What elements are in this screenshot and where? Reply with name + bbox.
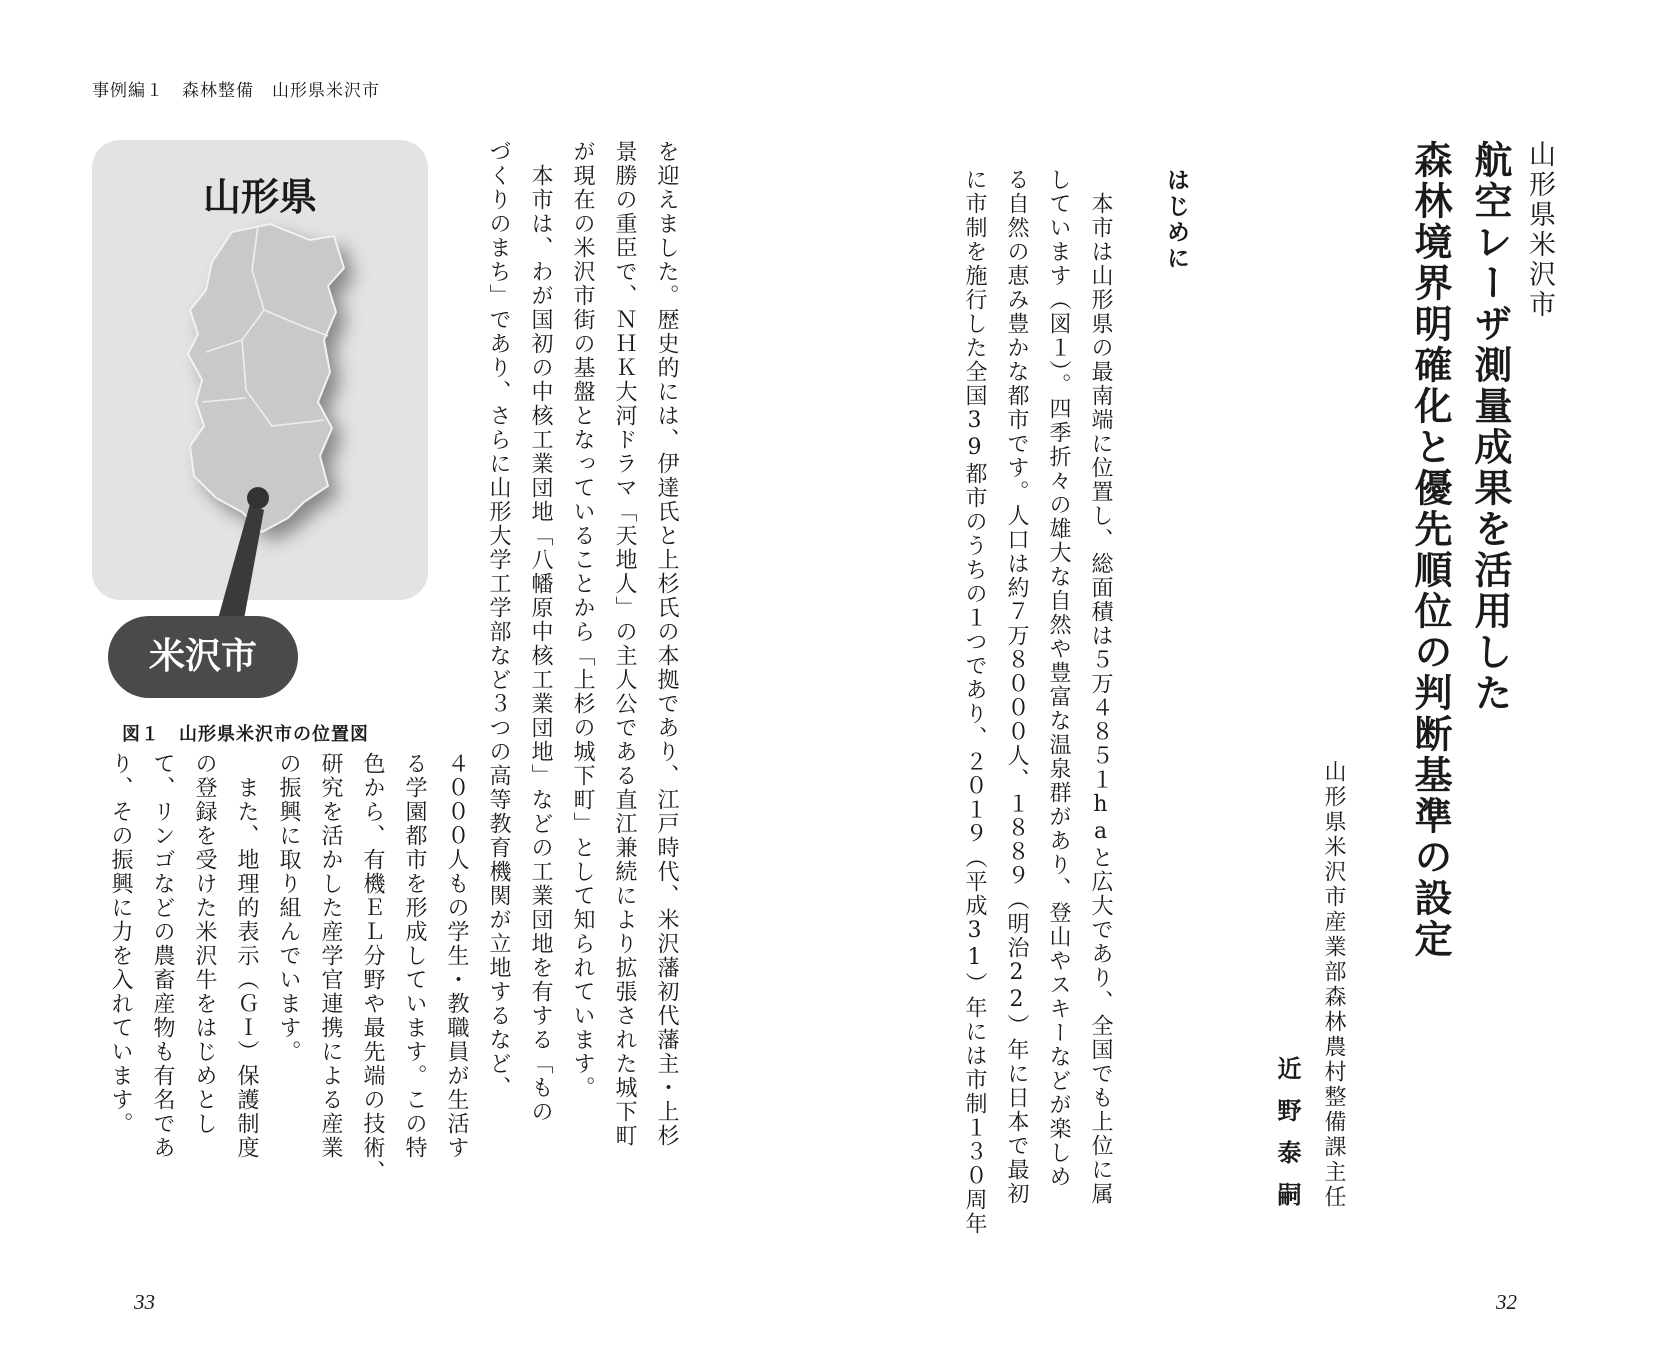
- body-column: る学園都市を形成しています。この特: [402, 752, 427, 1160]
- section-heading: はじめに: [1163, 168, 1189, 272]
- body-column: 本市は、わが国初の中核工業団地「八幡原中核工業団地」などの工業団地を有する「もの: [528, 140, 553, 1124]
- body-column: り、その振興に力を入れています。: [108, 752, 133, 1136]
- author-name: 近野泰嗣: [1273, 1056, 1302, 1224]
- page-number-right: 32: [1496, 1290, 1517, 1314]
- running-head: 事例編１ 森林整備 山形県米沢市: [92, 81, 380, 101]
- body-column: る自然の恵み豊かな都市です。人口は約７万８０００人、１８８９（明治22）年に日本で最初: [1004, 168, 1029, 1206]
- body-column: の振興に取り組んでいます。: [276, 752, 301, 1064]
- body-column: 色から、有機ＥＬ分野や最先端の技術、: [360, 752, 385, 1184]
- figure-caption: 図１ 山形県米沢市の位置図: [122, 724, 369, 745]
- body-column: が現在の米沢市街の基盤となっていることから「上杉の城下町」として知られています。: [570, 140, 595, 1100]
- article-series-title: 山形県米沢市: [1524, 140, 1555, 320]
- body-column: の登録を受けた米沢牛をはじめとし: [192, 752, 217, 1136]
- city-label: 米沢市: [108, 616, 298, 698]
- body-column: づくりのまち」であり、さらに山形大学工学部など３つの高等教育機関が立地するなど、: [486, 140, 511, 1100]
- article-title-line-1: 航空レーザ測量成果を活用した: [1468, 140, 1513, 714]
- page-number-left: 33: [134, 1290, 155, 1314]
- city-marker: [247, 487, 269, 509]
- article-title-line-2: 森林境界明確化と優先順位の判断基準の設定: [1408, 140, 1453, 960]
- body-column: 本市は山形県の最南端に位置し、総面積は５万４８５１haと広大であり、全国でも上位に属: [1088, 168, 1113, 1206]
- body-column: て、リンゴなどの農畜産物も有名であ: [150, 752, 175, 1160]
- author-affiliation: 山形県米沢市産業部森林農村整備課主任: [1321, 760, 1346, 1210]
- body-column: ４０００人もの学生・教職員が生活す: [444, 752, 469, 1160]
- body-column: 景勝の重臣で、ＮＨＫ大河ドラマ「天地人」の主人公である直江兼続により拡張された城下町: [612, 140, 637, 1148]
- body-column: 研究を活かした産学官連携による産業: [318, 752, 343, 1160]
- body-column: を迎えました。歴史的には、伊達氏と上杉氏の本拠であり、江戸時代、米沢藩初代藩主・上杉: [654, 140, 679, 1148]
- body-column: しています（図１）。四季折々の雄大な自然や豊富な温泉群があり、登山やスキーなどが楽しめ: [1046, 168, 1071, 1189]
- map-title: 山形県: [202, 175, 317, 219]
- body-column: また、地理的表示（ＧＩ）保護制度: [234, 752, 259, 1160]
- prefecture-shape: [188, 224, 344, 532]
- marker-pointer: [216, 504, 264, 630]
- body-column: に市制を施行した全国39都市のうちの１つであり、２０１９（平成31）年には市制１３０周年: [962, 168, 987, 1236]
